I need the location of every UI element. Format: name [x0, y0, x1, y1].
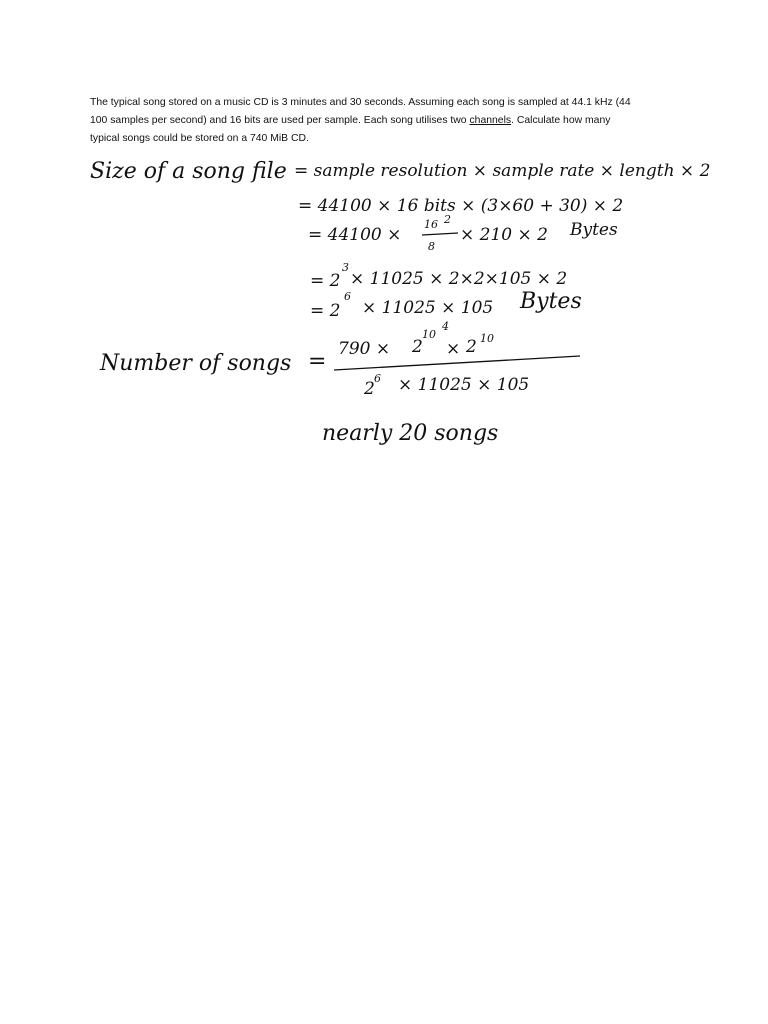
count-numerator-base: 2: [412, 337, 423, 357]
step-3-exponent: 3: [342, 261, 349, 274]
count-denominator-base: 2: [364, 379, 375, 399]
problem-line-3: typical songs could be stored on a 740 MiB CD.: [90, 133, 309, 144]
answer: nearly 20 songs: [322, 421, 499, 446]
step-4-base: = 2: [310, 301, 341, 321]
count-equals: =: [308, 349, 327, 374]
count-numerator-exponent-2: 4: [442, 320, 449, 333]
step-2-fraction-bar: [422, 233, 458, 235]
count-numerator-prefix: 790 ×: [338, 339, 391, 359]
count-label: Number of songs: [100, 351, 292, 376]
step-4-rest: × 11025 × 105: [362, 298, 494, 318]
step-4-unit: Bytes: [520, 289, 582, 314]
step-3-rest: × 11025 × 2×2×105 × 2: [350, 269, 568, 289]
count-denominator-rest: × 11025 × 105: [398, 375, 530, 395]
count-numerator-exponent-3: 10: [480, 332, 494, 345]
step-2-suffix: × 210 × 2: [460, 225, 548, 245]
step-3-base: = 2: [310, 271, 341, 291]
step-2-prefix: = 44100 ×: [308, 225, 402, 245]
count-numerator-base-2: 2: [466, 337, 477, 357]
step-4-exponent: 6: [344, 290, 351, 303]
problem-line-2-end: . Calculate how many: [511, 115, 611, 126]
size-formula: = sample resolution × sample rate × length × 2: [294, 161, 711, 181]
count-numerator-times: ×: [446, 339, 461, 359]
step-2-numerator-sup: 2: [444, 213, 451, 226]
problem-line-1: The typical song stored on a music CD is 3 minutes and 30 seconds. Assuming each song is sampled at 44.1 kHz (44: [90, 97, 631, 108]
count-numerator-exponent: 10: [422, 328, 436, 341]
step-2-denominator: 8: [428, 240, 435, 253]
step-2-numerator: 16: [424, 218, 438, 231]
step-1: = 44100 × 16 bits × (3×60 + 30) × 2: [298, 196, 624, 216]
count-denominator-exponent: 6: [374, 372, 381, 385]
channels-word: channels: [469, 115, 512, 126]
problem-line-2-start: 100 samples per second) and 16 bits are used per sample. Each song utilises two: [90, 115, 470, 126]
step-2-unit: Bytes: [570, 220, 618, 240]
size-label: Size of a song file: [90, 159, 287, 184]
